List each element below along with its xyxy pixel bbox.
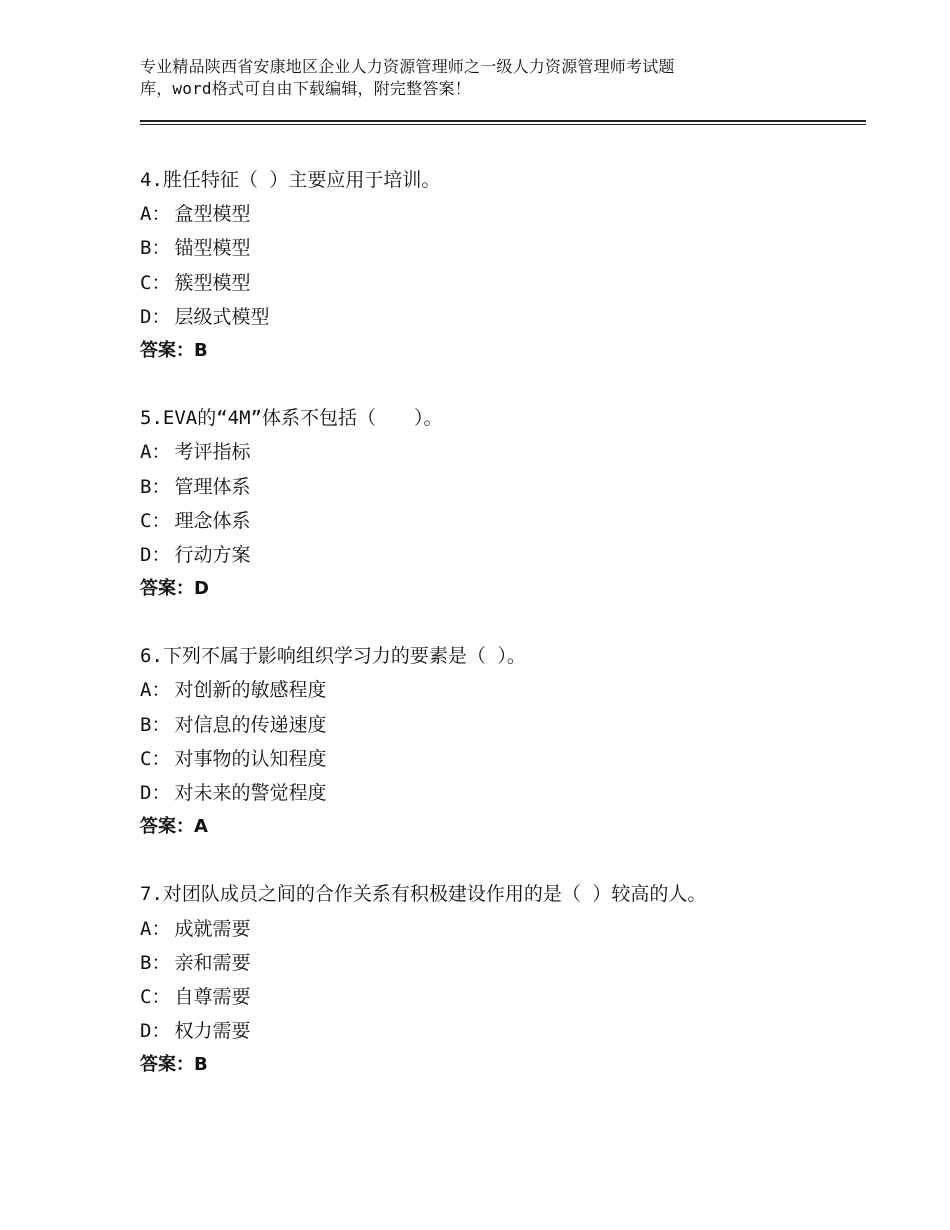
option-text: 簇型模型: [174, 271, 251, 294]
option-c: [140, 504, 880, 538]
option-text: 行动方案: [174, 543, 251, 566]
option-text: 成就需要: [174, 917, 251, 940]
option-d: [140, 538, 880, 572]
option-letter: A：: [140, 441, 171, 464]
option-text: 层级式模型: [174, 305, 270, 328]
option-a: [140, 912, 880, 946]
answer-line: 答案：D: [140, 578, 209, 600]
option-c: [140, 742, 880, 776]
question-spacer: [140, 606, 880, 639]
option-text: 理念体系: [174, 509, 251, 532]
header-divider: [140, 120, 866, 125]
header-line-1: 专业精品陕西省安康地区企业人力资源管理师之一级人力资源管理师考试题: [140, 57, 675, 76]
option-letter: D：: [140, 305, 171, 328]
option-c: [140, 980, 880, 1014]
answer-line: 答案：B: [140, 1054, 208, 1076]
option-text: 管理体系: [174, 475, 251, 498]
option-text: 对创新的敏感程度: [174, 679, 327, 702]
option-text: 锚型模型: [174, 237, 251, 260]
option-text: 对未来的警觉程度: [174, 782, 327, 804]
option-text: 权力需要: [174, 1020, 251, 1043]
option-text: 考评指标: [174, 441, 251, 464]
option-letter: B：: [140, 237, 171, 260]
option-letter: B：: [140, 475, 171, 498]
option-a: [140, 673, 880, 707]
option-b: [140, 470, 880, 504]
option-d: [140, 776, 880, 810]
option-letter: C：: [140, 509, 171, 532]
option-letter: C：: [140, 747, 171, 770]
answer-line: 答案：A: [140, 816, 208, 838]
question-4: [140, 163, 880, 368]
option-letter: B：: [140, 951, 171, 974]
option-text: 对事物的认知程度: [174, 747, 327, 770]
option-text: 对信息的传递速度: [174, 713, 327, 736]
question-7: [140, 877, 880, 1082]
question-6: [140, 639, 880, 844]
question-stem: 5.EVA的“4M”体系不包括（ ）。: [140, 407, 443, 430]
question-spacer: [140, 844, 880, 877]
option-b: [140, 946, 880, 980]
question-stem: 6.下列不属于影响组织学习力的要素是（ ）。: [140, 645, 526, 668]
option-d: [140, 300, 880, 334]
option-letter: D：: [140, 1020, 171, 1043]
option-letter: A：: [140, 679, 171, 702]
option-letter: D：: [140, 543, 171, 566]
option-text: 亲和需要: [174, 951, 251, 974]
option-a: [140, 435, 880, 469]
option-letter: B：: [140, 713, 171, 736]
option-letter: D：: [140, 782, 171, 804]
option-letter: A：: [140, 203, 171, 226]
option-c: [140, 266, 880, 300]
question-stem: 4.胜任特征（ ）主要应用于培训。: [140, 169, 441, 191]
option-a: [140, 197, 880, 231]
option-b: [140, 231, 880, 265]
question-list: [140, 163, 880, 1083]
option-letter: A：: [140, 917, 171, 940]
option-text: 盒型模型: [174, 203, 251, 226]
question-stem: 7.对团队成员之间的合作关系有积极建设作用的是（ ）较高的人。: [140, 883, 707, 906]
option-letter: C：: [140, 271, 171, 294]
document-header: [140, 56, 820, 100]
option-b: [140, 708, 880, 742]
question-spacer: [140, 368, 880, 401]
option-text: 自尊需要: [174, 985, 251, 1008]
answer-line: 答案：B: [140, 339, 208, 361]
option-d: [140, 1014, 880, 1048]
option-letter: C：: [140, 985, 171, 1008]
question-5: [140, 401, 880, 606]
header-line-2: 库，word格式可自由下载编辑，附完整答案！: [140, 79, 471, 98]
